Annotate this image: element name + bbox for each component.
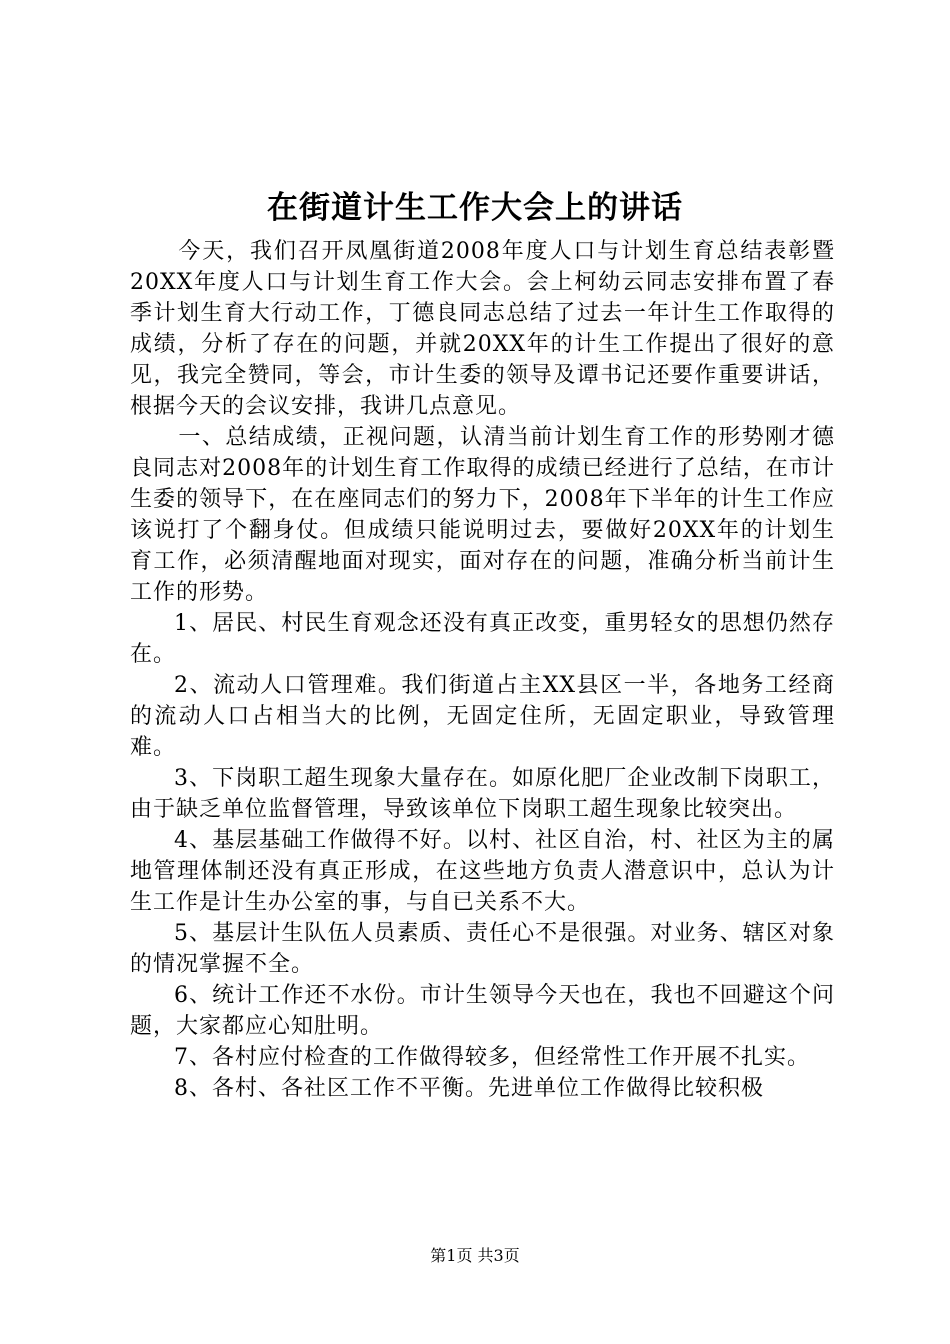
paragraph-item-3: 3、下岗职工超生现象大量存在。如原化肥厂企业改制下岗职工，由于缺乏单位监督管理，导致该单位下岗职工超生现象比较突出。 xyxy=(130,766,835,822)
paragraph-item-2: 2、流动人口管理难。我们街道占主XX县区一半，各地务工经商的流动人口占相当大的比例，无固定住所，无固定职业，导致管理难。 xyxy=(130,673,835,760)
paragraph-intro: 今天，我们召开凤凰街道2008年度人口与计划生育总结表彰暨20XX年度人口与计划生育工作大会。会上柯幼云同志安排布置了春季计划生育大行动工作，丁德良同志总结了过去一年计生工作取得的成绩，分析了存在的问题，并就20XX年的计生工作提出了很好的意见，我完全赞同，等会，市计生委的领导及谭书记还要作重要讲话，根据今天的会议安排，我讲几点意见。 xyxy=(130,239,835,419)
paragraph-item-6: 6、统计工作还不水份。市计生领导今天也在，我也不回避这个问题，大家都应心知肚明。 xyxy=(130,983,835,1039)
paragraph-item-8: 8、各村、各社区工作不平衡。先进单位工作做得比较积极 xyxy=(174,1076,764,1101)
paragraph-section-one: 一、总结成绩，正视问题，认清当前计划生育工作的形势刚才德良同志对2008年的计划生育工作取得的成绩已经进行了总结，在市计生委的领导下，在在座同志们的努力下，2008年下半年的计生工作应该说打了个翻身仗。但成绩只能说明过去，要做好20XX年的计划生育工作，必须清醒地面对现实，面对存在的问题，准确分析当前计生工作的形势。 xyxy=(130,425,835,605)
paragraph-item-4: 4、基层基础工作做得不好。以村、社区自治，村、社区为主的属地管理体制还没有真正形成，在这些地方负责人潜意识中，总认为计生工作是计生办公室的事，与自已关系不大。 xyxy=(130,828,835,915)
paragraph-item-1: 1、居民、村民生育观念还没有真正改变，重男轻女的思想仍然存在。 xyxy=(130,611,835,667)
paragraph-item-7: 7、各村应付检查的工作做得较多，但经常性工作开展不扎实。 xyxy=(174,1045,810,1070)
page-number-footer: 第1页 共3页 xyxy=(430,1246,520,1265)
paragraph-item-5: 5、基层计生队伍人员素质、责任心不是很强。对业务、辖区对象的情况掌握不全。 xyxy=(130,921,835,977)
document-body xyxy=(130,236,835,1104)
document-title: 在街道计生工作大会上的讲话 xyxy=(267,190,683,226)
